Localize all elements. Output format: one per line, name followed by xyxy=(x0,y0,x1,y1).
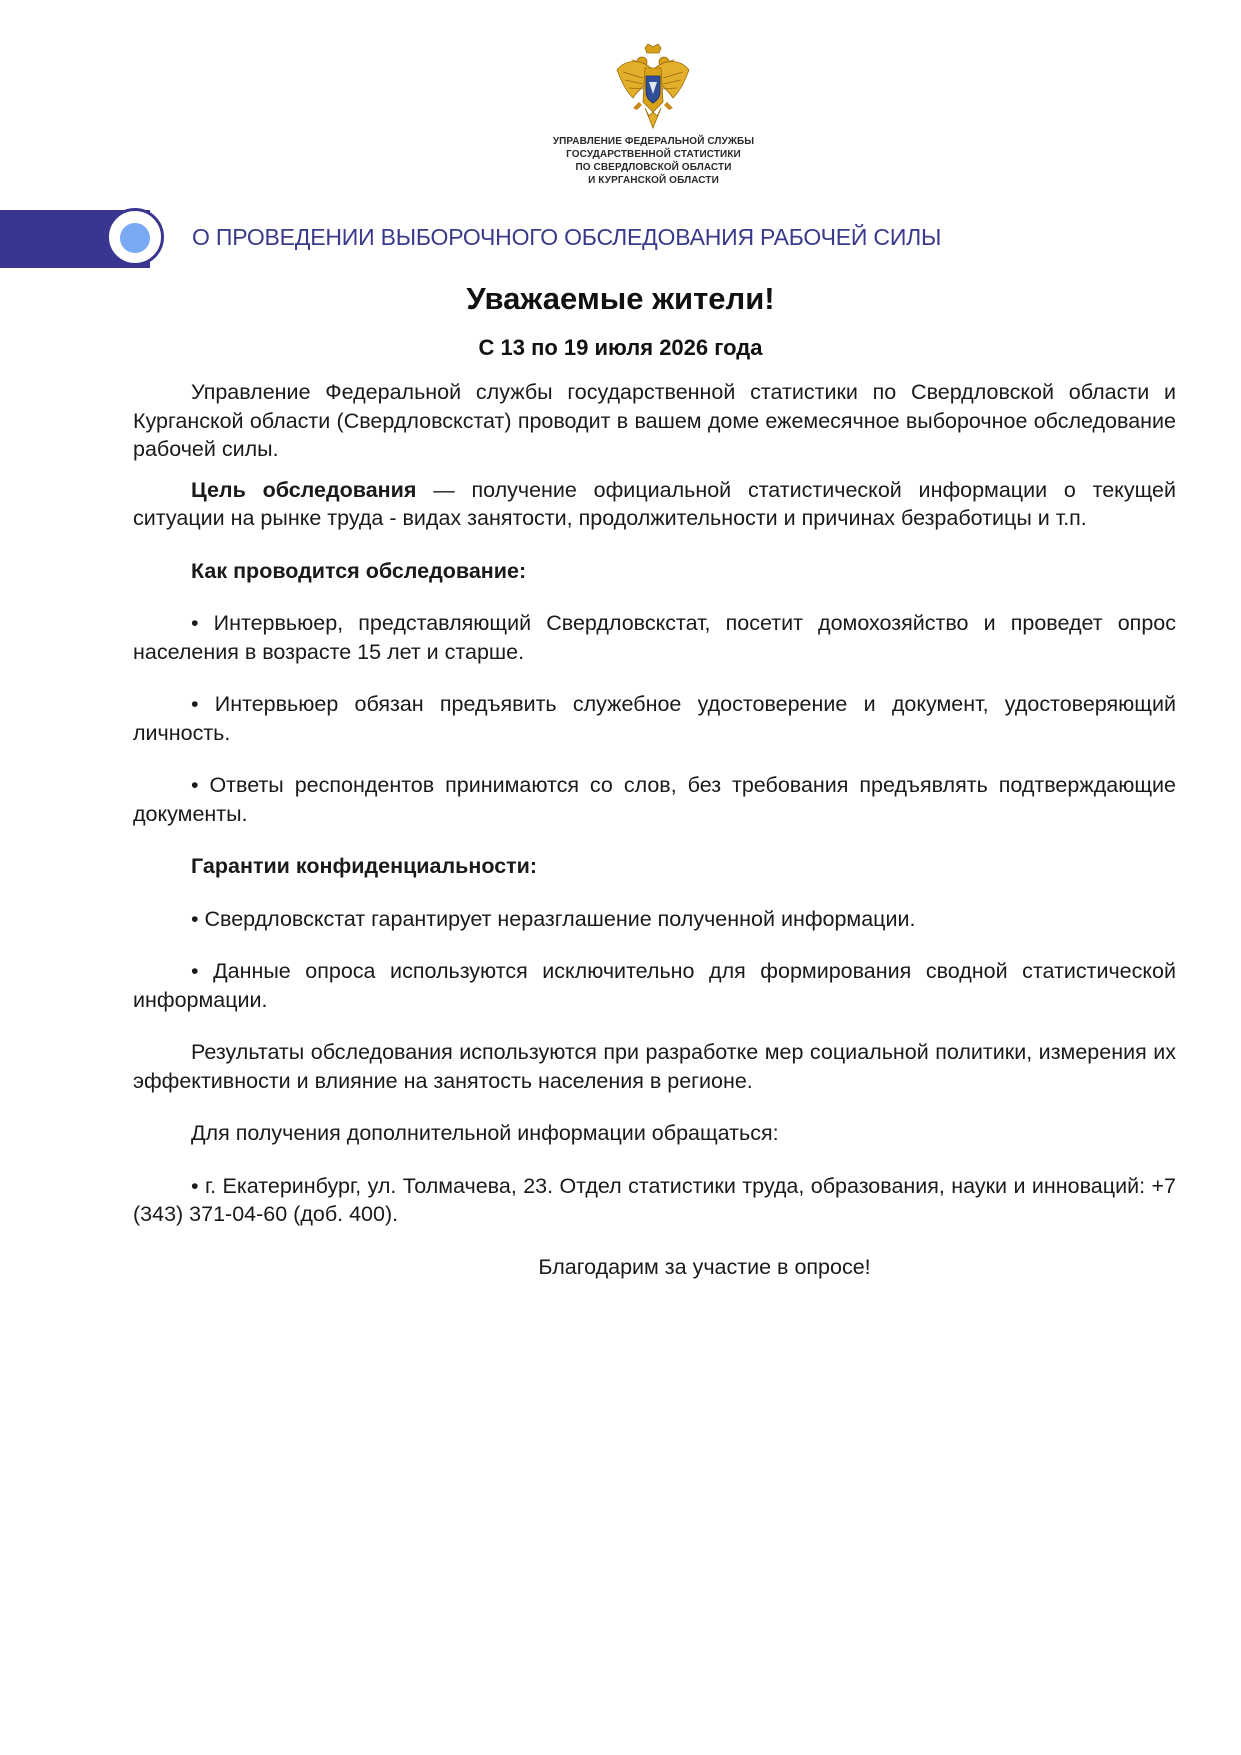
how-item: • Ответы респондентов принимаются со слов, без требования предъявлять подтверждающие документы. xyxy=(133,773,1176,826)
how-item: • Интервьюер обязан предъявить служебное удостоверение и документ, удостоверяющий личность. xyxy=(133,692,1176,745)
results-paragraph: Результаты обследования используются при разработке мер социальной политики, измерения их эффективности и влияние на занятость населения в регионе. xyxy=(133,1040,1176,1093)
notice-body xyxy=(133,378,1176,1281)
org-line: И КУРГАНСКОЙ ОБЛАСТИ xyxy=(588,175,719,186)
privacy-heading: Гарантии конфиденциальности: xyxy=(191,854,538,878)
intro-paragraph: Управление Федеральной службы государственной статистики по Свердловской области и Курганской области (Свердловскстат) проводит в вашем доме ежемесячное выборочное обследование рабочей силы. xyxy=(133,380,1176,461)
banner-title: О ПРОВЕДЕНИИ ВЫБОРОЧНОГО ОБСЛЕДОВАНИЯ РАБОЧЕЙ СИЛЫ xyxy=(192,224,942,250)
how-heading: Как проводится обследование: xyxy=(191,558,527,583)
privacy-item: • Данные опроса используются исключительно для формирования сводной статистической информации. xyxy=(133,959,1176,1012)
goal-text: — получение официальной статистической информации о текущей ситуации на рынке труда - видах занятости, продолжительности и причинах безработицы и т.п. xyxy=(133,477,1176,530)
organization-name xyxy=(520,135,787,187)
privacy-item: • Свердловскстат гарантирует неразглашение полученной информации. xyxy=(191,906,916,931)
greeting-heading: Уважаемые жители! xyxy=(466,281,775,316)
contact-address: • г. Екатеринбург, ул. Толмачева, 23. Отдел статистики труда, образования, науки и инноваций: +7 (343) 371-04-60 (доб. 400). xyxy=(133,1173,1176,1226)
org-line: ГОСУДАРСТВЕННОЙ СТАТИСТИКИ xyxy=(566,149,741,160)
banner-dot-icon xyxy=(120,223,150,253)
how-item: • Интервьюер, представляющий Свердловскстат, посетит домохозяйство и проведет опрос населения в возрасте 15 лет и старше. xyxy=(133,611,1176,664)
survey-dates: С 13 по 19 июля 2026 года xyxy=(478,335,763,360)
goal-paragraph xyxy=(133,476,1176,533)
goal-label: Цель обследования xyxy=(191,477,417,502)
contact-lead: Для получения дополнительной информации обращаться: xyxy=(191,1121,779,1145)
org-line: ПО СВЕРДЛОВСКОЙ ОБЛАСТИ xyxy=(575,162,732,173)
org-line: УПРАВЛЕНИЕ ФЕДЕРАЛЬНОЙ СЛУЖБЫ xyxy=(552,136,755,147)
double-headed-eagle-emblem-icon xyxy=(615,42,691,132)
thanks-line: Благодарим за участие в опросе! xyxy=(538,1254,871,1279)
